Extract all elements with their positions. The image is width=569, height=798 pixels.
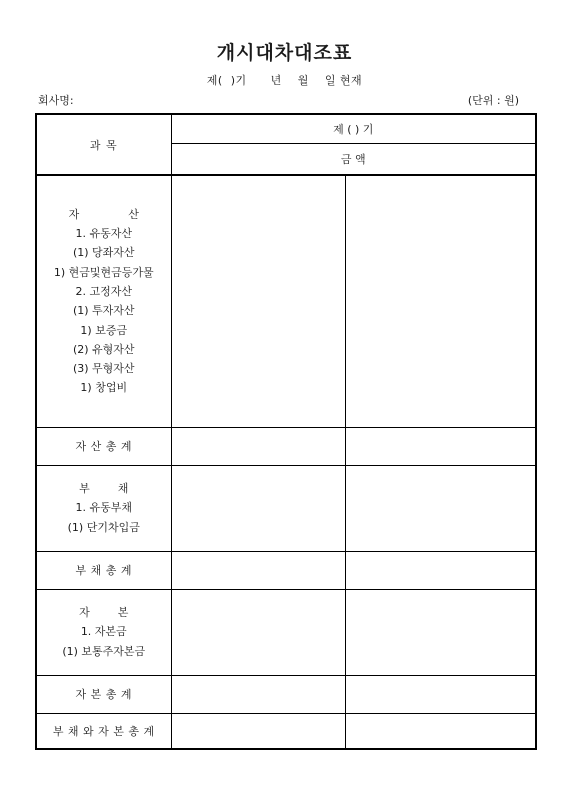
capital-total-cell-1[interactable] bbox=[171, 675, 345, 713]
liabilities-total-cell-2[interactable] bbox=[345, 551, 536, 589]
capital-row bbox=[36, 589, 536, 675]
liabilities-total-cell-1[interactable] bbox=[171, 551, 345, 589]
assets-total-label: 자 산 총 계 bbox=[36, 427, 171, 465]
capital-amount-cell-1[interactable] bbox=[171, 589, 345, 675]
liabilities-total-label: 부 채 총 계 bbox=[36, 551, 171, 589]
capital-items: 자 본 1. 자본금 (1) 보통주자본금 bbox=[36, 589, 171, 675]
capital-total-label: 자 본 총 계 bbox=[36, 675, 171, 713]
header-amount: 금 액 bbox=[171, 143, 536, 175]
liabilities-row bbox=[36, 465, 536, 551]
grand-total-cell-1[interactable] bbox=[171, 713, 345, 749]
liabilities-items: 부 채 1. 유동부채 (1) 단기차입금 bbox=[36, 465, 171, 551]
liabilities-amount-cell-2[interactable] bbox=[345, 465, 536, 551]
assets-amount-cell-2[interactable] bbox=[345, 175, 536, 427]
assets-total-cell-2[interactable] bbox=[345, 427, 536, 465]
assets-row bbox=[36, 175, 536, 427]
assets-items: 자 산 1. 유동자산 (1) 당좌자산 1) 현금및현금등가물 2. 고정자산 (1) 투자자산 1) 보증금 (2) 유형자산 (3) 무형자산 1) 창업비 bbox=[36, 175, 171, 427]
period-line: 제( )기 년 월 일 현재 bbox=[206, 74, 363, 87]
unit-label: (단위 : 원) bbox=[467, 94, 519, 107]
capital-amount-cell-2[interactable] bbox=[345, 589, 536, 675]
assets-amount-cell-1[interactable] bbox=[171, 175, 345, 427]
liabilities-amount-cell-1[interactable] bbox=[171, 465, 345, 551]
liabilities-total-row bbox=[36, 551, 536, 589]
company-label: 회사명: bbox=[38, 94, 74, 107]
header-subject: 과 목 bbox=[36, 114, 171, 175]
assets-total-cell-1[interactable] bbox=[171, 427, 345, 465]
grand-total-label: 부 채 와 자 본 총 계 bbox=[36, 713, 171, 749]
capital-total-row bbox=[36, 675, 536, 713]
header-period: 제 ( ) 기 bbox=[171, 114, 536, 143]
header-row-period bbox=[36, 114, 536, 143]
assets-total-row bbox=[36, 427, 536, 465]
grand-total-row bbox=[36, 713, 536, 749]
document-title: 개시대차대조표 bbox=[216, 42, 353, 64]
grand-total-cell-2[interactable] bbox=[345, 713, 536, 749]
capital-total-cell-2[interactable] bbox=[345, 675, 536, 713]
balance-sheet-table bbox=[35, 113, 537, 750]
